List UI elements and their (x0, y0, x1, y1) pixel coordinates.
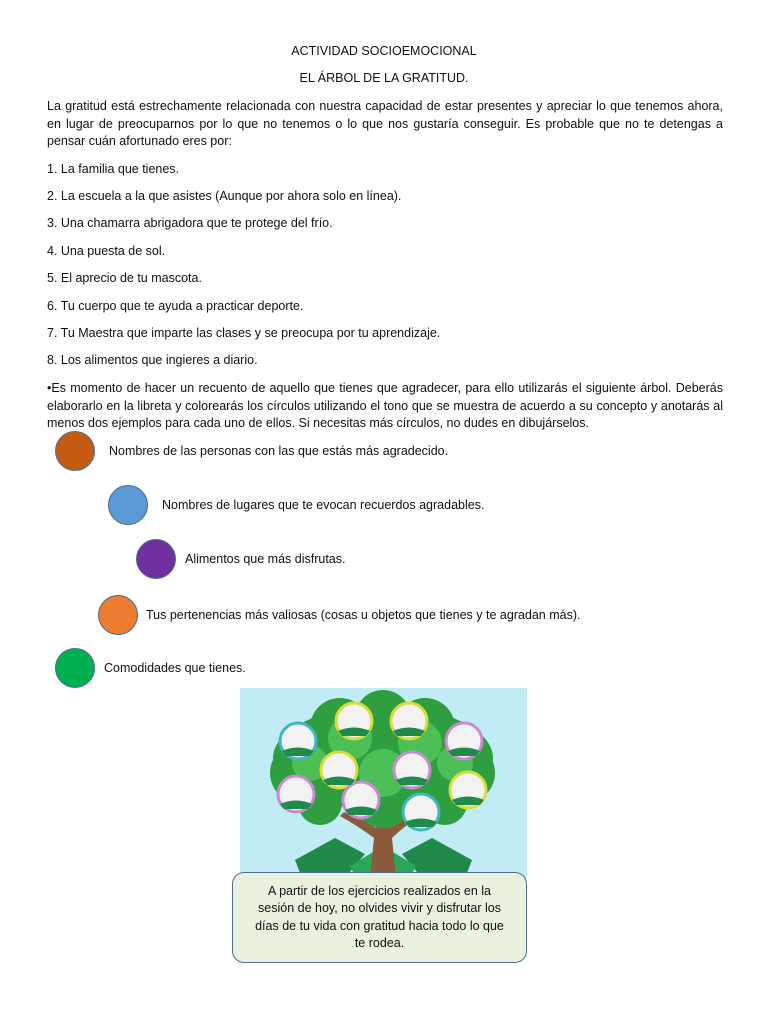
color-circle-icon (98, 595, 138, 635)
list-item: 7. Tu Maestra que imparte las clases y se preocupa por tu aprendizaje. (47, 326, 441, 340)
legend-item-places (108, 485, 484, 525)
list-item: 3. Una chamarra abrigadora que te protege del frío. (47, 216, 333, 230)
closing-message-box (232, 872, 527, 963)
list-item: 6. Tu cuerpo que te ayuda a practicar deporte. (47, 299, 304, 313)
color-circle-icon (136, 539, 176, 579)
legend-item-comforts (55, 648, 246, 688)
list-item: 1. La familia que tienes. (47, 162, 180, 176)
intro-paragraph: La gratitud está estrechamente relacionada con nuestra capacidad de estar presentes y apreciar lo que tenemos ahora, en lugar de preocuparnos por lo que no tenemos o lo que nos gustaría conseguir. Es probable que no te detengas a pensar cuán afortunado eres por: (47, 99, 723, 148)
color-circle-icon (55, 431, 95, 471)
color-circle-icon (55, 648, 95, 688)
list-item: 8. Los alimentos que ingieres a diario. (47, 353, 258, 367)
list-item: 4. Una puesta de sol. (47, 244, 166, 258)
legend-label: Tus pertenencias más valiosas (cosas u objetos que tienes y te agradan más). (146, 608, 581, 622)
list-item: 2. La escuela a la que asistes (Aunque por ahora solo en línea). (47, 189, 402, 203)
color-circle-icon (108, 485, 148, 525)
legend-label: Nombres de las personas con las que estás más agradecido. (109, 444, 449, 458)
legend-item-foods (136, 539, 346, 579)
legend-label: Nombres de lugares que te evocan recuerdos agradables. (162, 498, 485, 512)
legend-label: Comodidades que tienes. (104, 661, 246, 675)
gratitude-tree-illustration (240, 688, 527, 878)
legend-item-people (55, 431, 448, 471)
legend-item-belongings (98, 595, 581, 635)
document-title: ACTIVIDAD SOCIOEMOCIONAL (291, 44, 477, 58)
instructions-paragraph: •Es momento de hacer un recuento de aquello que tienes que agradecer, para ello utilizarás el siguiente árbol. Deberás elaborarlo en la libreta y colorearás los círculos utilizando el tono que se muestra de acuerdo a su concepto y anotarás al menos dos ejemplos para cada uno de ellos. Si necesitas más círculos, no dudes en dibujárselos. (47, 381, 723, 430)
legend-label: Alimentos que más disfrutas. (185, 552, 346, 566)
closing-message: A partir de los ejercicios realizados en la sesión de hoy, no olvides vivir y disfrutar los días de tu vida con gratitud hacia todo lo que te rodea. (255, 883, 504, 950)
list-item: 5. El aprecio de tu mascota. (47, 271, 202, 285)
document-subtitle: EL ÁRBOL DE LA GRATITUD. (299, 71, 469, 85)
